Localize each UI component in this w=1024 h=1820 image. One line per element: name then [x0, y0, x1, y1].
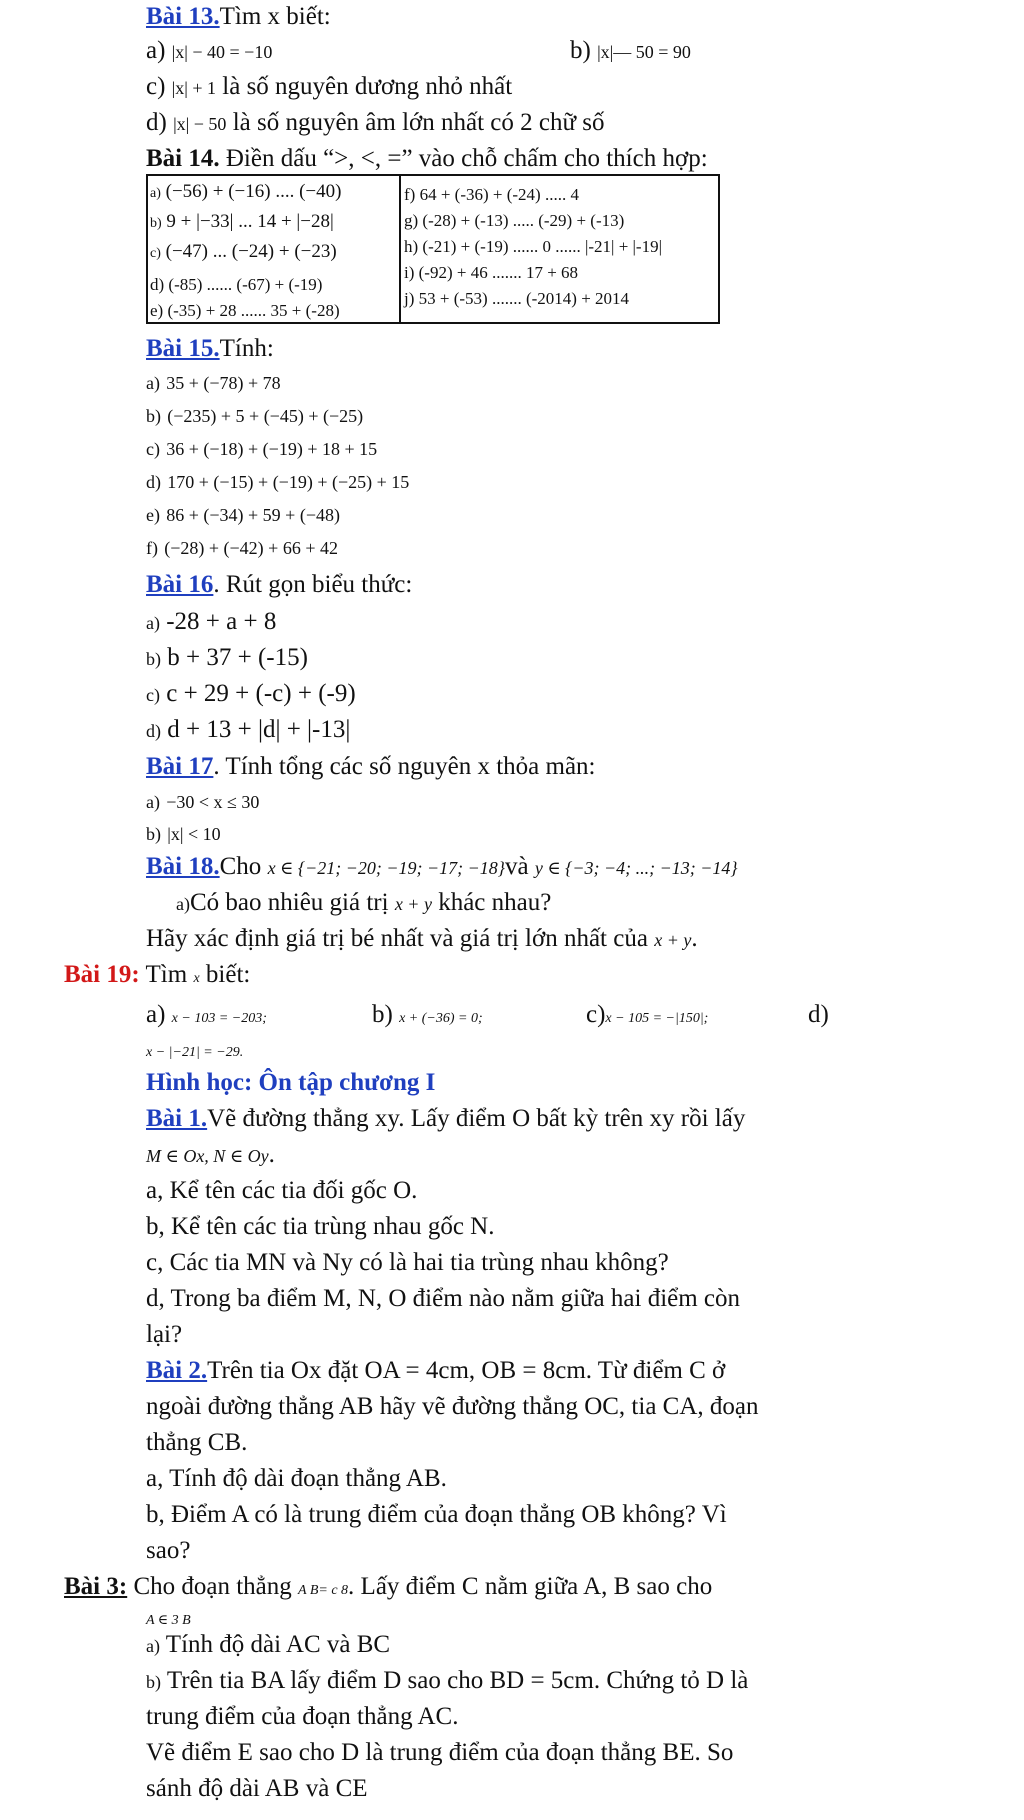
geo-bai3-tiny: A ∈ 3 B	[146, 1613, 191, 1628]
bai19-b: b) x + (−36) = 0;	[372, 1001, 483, 1028]
bai13-b-expr: |x|— 50 = 90	[597, 42, 691, 62]
bai13-a: a) |x| − 40 = −10	[146, 37, 273, 64]
bai13-c-expr: |x| + 1	[171, 78, 217, 98]
bai15-item-c: c) 36 + (−18) + (−19) + 18 + 15	[146, 439, 378, 459]
bai17-a: a) −30 < x ≤ 30	[146, 792, 260, 812]
geo-bai1-a: a, Kể tên các tia đối gốc O.	[146, 1177, 418, 1204]
bai17-prompt: . Tính tổng các số nguyên x thỏa mãn:	[213, 753, 596, 780]
bai14-item-i: i) (-92) + 46 ....... 17 + 68	[404, 263, 579, 282]
geo-bai1-expr: M ∈ Ox, N ∈ Oy.	[146, 1141, 275, 1168]
geo-bai3-c2: sánh độ dài AB và CE	[146, 1775, 368, 1802]
bai16-heading	[146, 570, 412, 600]
bai13-title: Bài 13.	[146, 3, 220, 30]
geo-bai2-b2: sao?	[146, 1537, 191, 1564]
bai13-b: b) |x|— 50 = 90	[570, 37, 691, 64]
bai15-item-f: f) (−28) + (−42) + 66 + 42	[146, 538, 338, 558]
bai13-d: d) |x| − 50 là số nguyên âm lớn nhất có 2 chữ số	[146, 109, 605, 136]
bai14-heading	[146, 144, 708, 174]
geo-bai3-b2: trung điểm của đoạn thẳng AC.	[146, 1703, 459, 1730]
geo-bai2-a: a, Tính độ dài đoạn thẳng AB.	[146, 1465, 447, 1492]
geo-bai2-line1: Bài 2.Trên tia Ox đặt OA = 4cm, OB = 8cm. Từ điểm C ở	[146, 1357, 726, 1384]
bai19-heading: Bài 19: Tìm x biết:	[64, 961, 251, 988]
bai15-item-a: a) 35 + (−78) + 78	[146, 373, 281, 393]
geo-bai1-d2: lại?	[146, 1321, 183, 1348]
bai14-item-d: d) (-85) ...... (-67) + (-19)	[150, 275, 323, 294]
geo-bai2-line3: thẳng CB.	[146, 1429, 248, 1456]
bai18-heading: Bài 18.Cho x ∈ {−21; −20; −19; −17; −18}và y ∈ {−3; −4; ...; −13; −14}	[146, 853, 738, 880]
bai18-a: a)Có bao nhiêu giá trị x + y khác nhau?	[176, 889, 552, 916]
bai13-c: c) |x| + 1 là số nguyên dương nhỏ nhất	[146, 73, 513, 100]
geo-bai3-a: a) Tính độ dài AC và BC	[146, 1631, 391, 1658]
table-divider	[399, 176, 401, 322]
bai14-item-c: c) (−47) ... (−24) + (−23)	[150, 241, 337, 262]
bai18-title: Bài 18.	[146, 853, 220, 880]
bai13-prompt: Tìm x biết:	[219, 3, 331, 30]
bai14-table	[146, 174, 720, 324]
bai14-item-a: a) (−56) + (−16) .... (−40)	[150, 181, 342, 202]
bai13-d-expr: |x| − 50	[173, 114, 227, 134]
geo-bai1-title: Bài 1.	[146, 1105, 208, 1132]
bai18-line2: Hãy xác định giá trị bé nhất và giá trị lớn nhất của x + y.	[146, 925, 698, 952]
bai15-prompt: Tính:	[219, 335, 274, 362]
geo-bai3-b1: b) Trên tia BA lấy điểm D sao cho BD = 5cm. Chứng tỏ D là	[146, 1667, 749, 1694]
bai16-item-c: c) c + 29 + (-c) + (-9)	[146, 680, 356, 707]
bai19-a: a) x − 103 = −203;	[146, 1001, 267, 1028]
bai15-item-d: d) 170 + (−15) + (−19) + (−25) + 15	[146, 472, 410, 492]
bai14-item-j: j) 53 + (-53) ....... (-2014) + 2014	[404, 289, 630, 308]
bai15-item-b: b) (−235) + 5 + (−45) + (−25)	[146, 406, 364, 426]
bai17-heading	[146, 752, 595, 782]
geo-bai3-c1: Vẽ điểm E sao cho D là trung điểm của đoạn thẳng BE. So	[146, 1739, 734, 1766]
bai19-title: Bài 19:	[64, 961, 140, 988]
bai18-set-y: y ∈ {−3; −4; ...; −13; −14}	[534, 858, 738, 878]
geo-bai1-line1: Bài 1.Vẽ đường thẳng xy. Lấy điểm O bất kỳ trên xy rồi lấy	[146, 1105, 746, 1132]
geo-bai2-line2: ngoài đường thẳng AB hãy vẽ đường thẳng OC, tia CA, đoạn	[146, 1393, 759, 1420]
bai16-prompt: . Rút gọn biểu thức:	[213, 571, 413, 598]
geo-bai1-c: c, Các tia MN và Ny có là hai tia trùng nhau không?	[146, 1249, 669, 1276]
bai14-item-e: e) (-35) + 28 ...... 35 + (-28)	[150, 301, 340, 320]
bai14-prompt: Điền dấu “>, <, =” vào chỗ chấm cho thích hợp:	[225, 145, 708, 172]
bai19-d-expr: x − |−21| = −29.	[146, 1045, 244, 1060]
bai15-title: Bài 15.	[146, 335, 220, 362]
bai19-d: d)	[808, 1001, 829, 1028]
bai14-item-b: b) 9 + |−33| ... 14 + |−28|	[150, 211, 334, 232]
bai16-item-d: d) d + 13 + |d| + |-13|	[146, 716, 351, 743]
geo-bai1-b: b, Kể tên các tia trùng nhau gốc N.	[146, 1213, 495, 1240]
bai16-item-b: b) b + 37 + (-15)	[146, 644, 308, 671]
bai13-a-expr: |x| − 40 = −10	[171, 42, 273, 62]
geo-bai1-d1: d, Trong ba điểm M, N, O điểm nào nằm giữa hai điểm còn	[146, 1285, 741, 1312]
bai19-c: c)x − 105 = −|150|;	[586, 1001, 709, 1028]
geo-bai2-b1: b, Điểm A có là trung điểm của đoạn thẳng OB không? Vì	[146, 1501, 727, 1528]
bai15-item-e: e) 86 + (−34) + 59 + (−48)	[146, 505, 340, 525]
geo-bai3-line1: Bài 3: Cho đoạn thẳng A B= c 8. Lấy điểm C nằm giữa A, B sao cho	[64, 1573, 713, 1600]
geo-bai2-title: Bài 2.	[146, 1357, 208, 1384]
bai18-set-x: x ∈ {−21; −20; −19; −17; −18}	[267, 858, 505, 878]
bai17-b: b) |x| < 10	[146, 824, 221, 844]
bai16-item-a: a) -28 + a + 8	[146, 608, 277, 635]
bai14-title: Bài 14.	[146, 145, 220, 172]
bai14-item-h: h) (-21) + (-19) ...... 0 ...... |-21| + |-19|	[404, 237, 662, 256]
bai14-item-f: f) 64 + (-36) + (-24) ..... 4	[404, 185, 579, 204]
bai14-item-g: g) (-28) + (-13) ..... (-29) + (-13)	[404, 211, 625, 230]
bai15-heading	[146, 334, 274, 364]
bai16-title: Bài 16	[146, 571, 214, 598]
bai13-heading	[146, 2, 331, 32]
geometry-heading: Hình học: Ôn tập chương I	[146, 1069, 436, 1096]
geo-bai3-title: Bài 3:	[64, 1573, 128, 1600]
bai17-title: Bài 17	[146, 753, 214, 780]
